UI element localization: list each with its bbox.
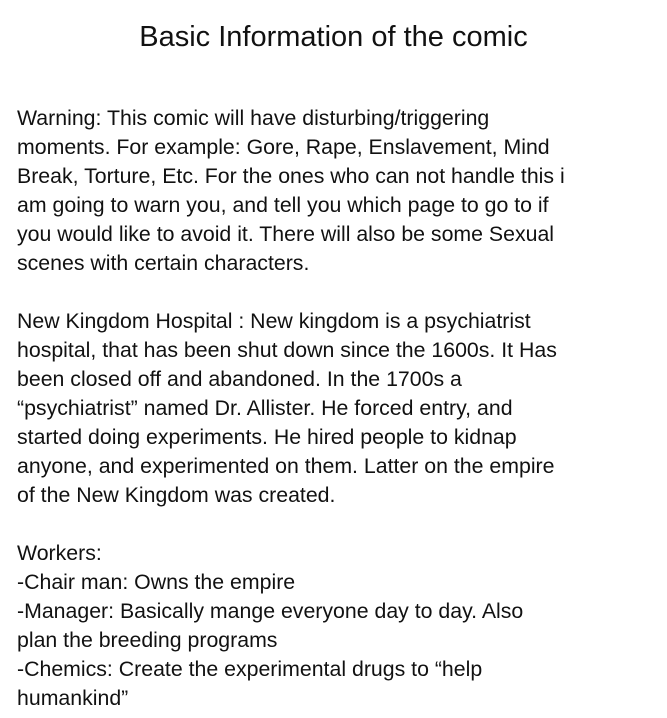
warning-line: Break, Torture, Etc. For the ones who can not handle this i bbox=[17, 164, 565, 188]
warning-paragraph bbox=[17, 104, 662, 278]
hospital-line: been closed off and abandoned. In the 1700s a bbox=[17, 367, 462, 391]
worker-line: plan the breeding programs bbox=[17, 628, 278, 652]
warning-line: am going to warn you, and tell you which page to go to if bbox=[17, 193, 549, 217]
warning-line: moments. For example: Gore, Rape, Enslavement, Mind bbox=[17, 135, 550, 159]
worker-line: humankind” bbox=[17, 686, 129, 710]
warning-line: scenes with certain characters. bbox=[17, 251, 310, 275]
workers-heading: Workers: bbox=[17, 541, 102, 565]
paragraph-spacer bbox=[17, 278, 662, 307]
page-title: Basic Information of the comic bbox=[139, 21, 528, 53]
hospital-line: “psychiatrist” named Dr. Allister. He forced entry, and bbox=[17, 396, 513, 420]
workers-section bbox=[17, 539, 662, 713]
hospital-paragraph bbox=[17, 307, 662, 510]
paragraph-spacer bbox=[17, 510, 662, 539]
hospital-line: anyone, and experimented on them. Latter on the empire bbox=[17, 454, 555, 478]
worker-line: -Chemics: Create the experimental drugs to “help bbox=[17, 657, 483, 681]
hospital-line: hospital, that has been shut down since the 1600s. It Has bbox=[17, 338, 557, 362]
hospital-line: of the New Kingdom was created. bbox=[17, 483, 336, 507]
worker-line: -Manager: Basically mange everyone day to day. Also bbox=[17, 599, 524, 623]
hospital-line: New Kingdom Hospital : New kingdom is a psychiatrist bbox=[17, 309, 531, 333]
document-body bbox=[17, 104, 662, 713]
worker-line: -Chair man: Owns the empire bbox=[17, 570, 296, 594]
warning-line: Warning: This comic will have disturbing/triggering bbox=[17, 106, 490, 130]
hospital-line: started doing experiments. He hired people to kidnap bbox=[17, 425, 517, 449]
warning-line: you would like to avoid it. There will also be some Sexual bbox=[17, 222, 555, 246]
